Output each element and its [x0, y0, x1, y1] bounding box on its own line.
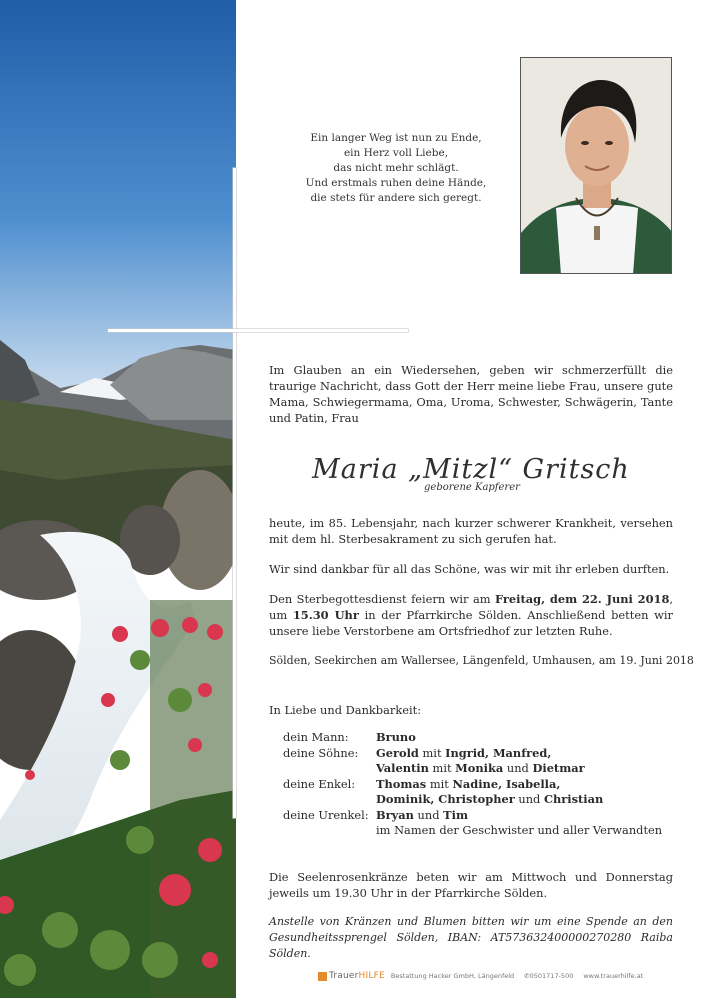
siblings-line: im Namen der Geschwister und aller Verwandten	[376, 823, 663, 837]
poem-line: die stets für andere sich geregt.	[310, 192, 482, 204]
donation-text: Anstelle von Kränzen und Blumen bitten wir um eine Spende an den Gesundheitssprengel Sölden, IBAN: AT573632400000270280 Raiba Sölden.	[269, 915, 673, 960]
family-row-sons-2	[269, 761, 679, 777]
service-date: Freitag, dem 22. Juni 2018	[495, 592, 670, 606]
funeral-service-text	[269, 591, 673, 639]
family-row-siblings	[269, 823, 679, 839]
trauerhilfe-logo-icon	[318, 972, 327, 981]
company-name: Bestattung Hacker GmbH, Längenfeld	[390, 972, 515, 980]
service-text-part: in der Pfarrkirche Sölden. Anschließend betten wir unsere liebe Verstorbene am Ortsfriedhof zur letzten Ruhe.	[269, 608, 673, 638]
poem-line: Und erstmals ruhen deine Hände,	[305, 177, 487, 189]
family-name: Christian	[543, 792, 604, 806]
deceased-name: Maria „Mitzl“ Gritsch	[312, 454, 630, 485]
family-connector: und	[413, 807, 444, 822]
rosary-text: Die Seelenrosenkränze beten wir am Mittwoch und Donnerstag jeweils um 19.30 Uhr in der Pfarrkirche Sölden.	[269, 870, 673, 900]
closing-line: In Liebe und Dankbarkeit:	[269, 703, 422, 717]
family-name: Dietmar	[532, 761, 585, 775]
family-label: dein Mann:	[283, 730, 349, 744]
family-name: Monika	[455, 761, 504, 775]
family-connector: mit	[428, 761, 456, 775]
family-name: Ingrid, Manfred,	[445, 745, 552, 760]
family-label: deine Enkel:	[283, 776, 356, 791]
poem-line: das nicht mehr schlägt.	[333, 162, 459, 174]
landscape-photo	[0, 0, 236, 998]
footer	[318, 969, 643, 983]
family-label: deine Söhne:	[283, 745, 359, 760]
phone-number: ✆0501717-500	[524, 972, 574, 980]
poem-line: ein Herz voll Liebe,	[343, 147, 449, 159]
website-link[interactable]: www.trauerhilfe.at	[583, 972, 644, 980]
family-connector: mit	[426, 776, 453, 791]
service-time: 15.30 Uhr	[292, 608, 359, 622]
family-name: Bruno	[376, 730, 416, 744]
family-row-sons	[269, 746, 679, 762]
announcement-text: Im Glauben an ein Wiedersehen, geben wir schmerzerfüllt die traurige Nachricht, dass Gott der Herr meine liebe Frau, unsere gute Mama, Schwiegermama, Oma, Uroma, Schwester, Schwägerin, Tante und Patin, Frau	[269, 363, 673, 425]
family-connector: mit	[418, 745, 446, 760]
deceased-name-block	[269, 454, 673, 485]
family-row-husband	[269, 730, 679, 746]
trauerhilfe-logo	[329, 971, 385, 981]
place-and-date: Sölden, Seekirchen am Wallersee, Längenfeld, Umhausen, am 19. Juni 2018	[269, 654, 694, 667]
logo-text-b: HILFE	[358, 971, 385, 981]
family-name: Valentin	[376, 761, 429, 775]
poem-line: Ein langer Weg ist nun zu Ende,	[310, 132, 482, 144]
portrait-photo	[520, 57, 672, 274]
service-text-part: Den Sterbegottesdienst feiern wir am	[269, 592, 496, 606]
gratitude-text: Wir sind dankbar für all das Schöne, was wir mit ihr erleben durften.	[269, 562, 670, 576]
family-name: Tim	[443, 807, 468, 822]
family-connector: und	[514, 792, 544, 806]
logo-text-a: Trauer	[329, 971, 359, 981]
family-name: Thomas	[376, 776, 427, 791]
family-name: Bryan	[376, 807, 414, 822]
family-label: deine Urenkel:	[283, 807, 369, 822]
birth-name: geborene Kapferer	[424, 482, 520, 493]
family-name: Dominik, Christopher	[376, 792, 515, 806]
cross-vertical-beam	[233, 168, 236, 818]
family-row-grandchildren-2	[269, 792, 679, 808]
family-list	[269, 730, 679, 839]
family-name: Gerold	[376, 745, 419, 760]
family-row-grandchildren	[269, 777, 679, 793]
service-text-part: , um	[269, 592, 673, 622]
family-connector: und	[503, 761, 533, 775]
memorial-poem	[296, 131, 496, 206]
family-row-great-grandchildren	[269, 808, 679, 824]
family-name: Nadine, Isabella,	[452, 776, 561, 791]
cross-horizontal-beam	[108, 329, 408, 332]
death-notice-text: heute, im 85. Lebensjahr, nach kurzer schwerer Krankheit, versehen mit dem hl. Sterbesakrament zu sich gerufen hat.	[269, 516, 673, 546]
